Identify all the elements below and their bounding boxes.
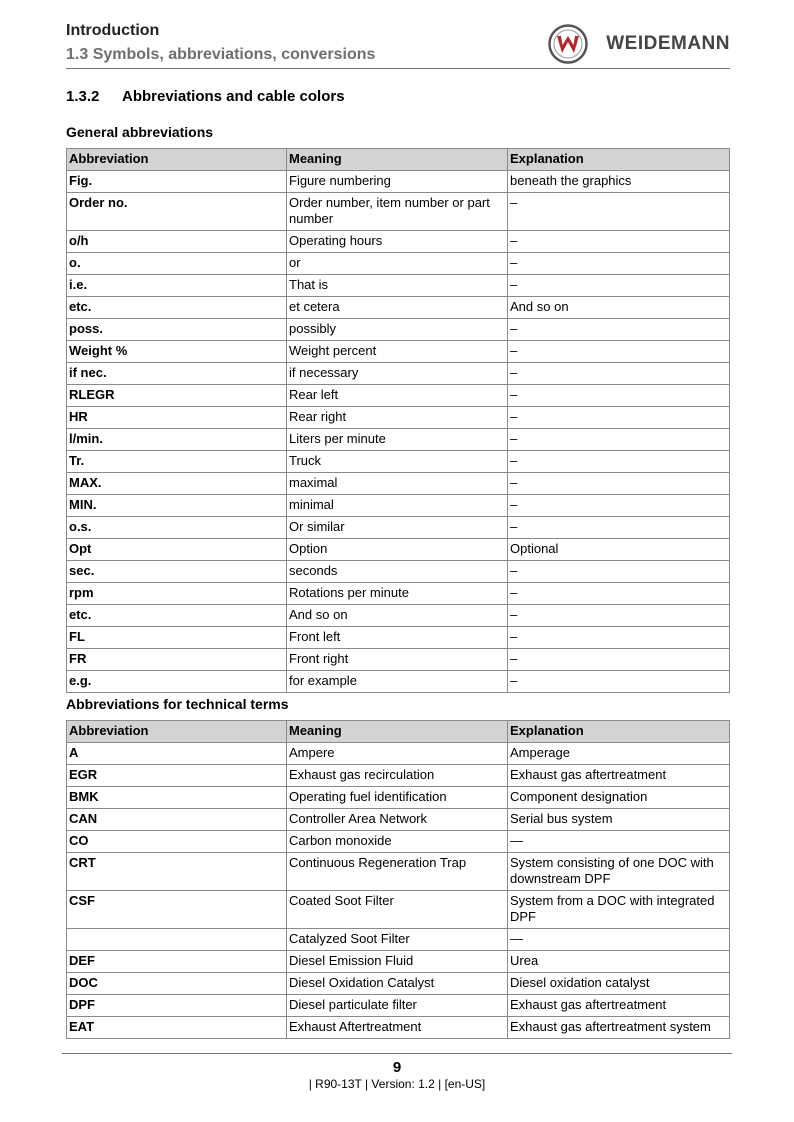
column-header: Meaning — [287, 721, 508, 743]
table-row — [67, 171, 730, 193]
meaning-cell: Catalyzed Soot Filter — [287, 929, 508, 951]
meaning-cell: Rear left — [287, 385, 508, 407]
table-row — [67, 275, 730, 297]
table-row — [67, 743, 730, 765]
table-header-row — [67, 721, 730, 743]
abbreviation-cell: BMK — [67, 787, 287, 809]
meaning-cell: possibly — [287, 319, 508, 341]
abbreviation-cell: o.s. — [67, 517, 287, 539]
abbreviation-cell: RLEGR — [67, 385, 287, 407]
explanation-cell: – — [508, 473, 730, 495]
document-info: | R90-13T | Version: 1.2 | [en-US] — [308, 1077, 486, 1091]
meaning-cell: Diesel Emission Fluid — [287, 951, 508, 973]
abbreviation-cell: DEF — [67, 951, 287, 973]
meaning-cell: Controller Area Network — [287, 809, 508, 831]
weidemann-logo — [548, 24, 730, 64]
table-row — [67, 671, 730, 693]
abbreviation-cell: Tr. — [67, 451, 287, 473]
explanation-cell: Amperage — [508, 743, 730, 765]
table-row — [67, 297, 730, 319]
explanation-cell: – — [508, 583, 730, 605]
footer-divider — [62, 1053, 732, 1054]
table-row — [67, 1017, 730, 1039]
meaning-cell: et cetera — [287, 297, 508, 319]
general-abbreviations-table — [66, 148, 730, 693]
abbreviation-cell: MAX. — [67, 473, 287, 495]
header-chapter: Introduction — [66, 22, 160, 39]
explanation-cell: – — [508, 253, 730, 275]
abbreviation-cell: etc. — [67, 605, 287, 627]
explanation-cell: Diesel oxidation catalyst — [508, 973, 730, 995]
abbreviation-cell: Weight % — [67, 341, 287, 363]
table-row — [67, 341, 730, 363]
meaning-cell: Truck — [287, 451, 508, 473]
abbreviation-cell: etc. — [67, 297, 287, 319]
meaning-cell: Carbon monoxide — [287, 831, 508, 853]
explanation-cell: Exhaust gas aftertreatment — [508, 765, 730, 787]
meaning-cell: Order number, item number or part number — [287, 193, 508, 231]
meaning-cell: Exhaust gas recirculation — [287, 765, 508, 787]
abbreviation-cell: l/min. — [67, 429, 287, 451]
table-row — [67, 385, 730, 407]
table-row — [67, 787, 730, 809]
meaning-cell: Diesel particulate filter — [287, 995, 508, 1017]
abbreviation-cell: rpm — [67, 583, 287, 605]
table-row — [67, 605, 730, 627]
table-row — [67, 193, 730, 231]
general-abbreviations-title: General abbreviations — [66, 124, 214, 140]
table-row — [67, 231, 730, 253]
abbreviation-cell: EAT — [67, 1017, 287, 1039]
table-header-row — [67, 149, 730, 171]
meaning-cell: Operating hours — [287, 231, 508, 253]
explanation-cell: – — [508, 649, 730, 671]
table-row — [67, 495, 730, 517]
abbreviation-cell: Opt — [67, 539, 287, 561]
column-header: Abbreviation — [67, 721, 287, 743]
explanation-cell: – — [508, 451, 730, 473]
explanation-cell: Serial bus system — [508, 809, 730, 831]
explanation-cell: – — [508, 363, 730, 385]
explanation-cell: – — [508, 429, 730, 451]
meaning-cell: Option — [287, 539, 508, 561]
table-row — [67, 995, 730, 1017]
table-row — [67, 253, 730, 275]
technical-terms-title: Abbreviations for technical terms — [66, 696, 289, 712]
explanation-cell: Component designation — [508, 787, 730, 809]
explanation-cell: – — [508, 275, 730, 297]
explanation-cell: – — [508, 385, 730, 407]
meaning-cell: or — [287, 253, 508, 275]
abbreviation-cell: CO — [67, 831, 287, 853]
table-row — [67, 891, 730, 929]
explanation-cell: — — [508, 929, 730, 951]
explanation-cell: Urea — [508, 951, 730, 973]
table-row — [67, 929, 730, 951]
section-heading — [66, 88, 345, 105]
meaning-cell: Front right — [287, 649, 508, 671]
explanation-cell: – — [508, 407, 730, 429]
abbreviation-cell: e.g. — [67, 671, 287, 693]
table-row — [67, 627, 730, 649]
table-row — [67, 407, 730, 429]
explanation-cell: – — [508, 605, 730, 627]
explanation-cell: – — [508, 517, 730, 539]
meaning-cell: Ampere — [287, 743, 508, 765]
abbreviation-cell: i.e. — [67, 275, 287, 297]
meaning-cell: seconds — [287, 561, 508, 583]
abbreviation-cell: poss. — [67, 319, 287, 341]
table-row — [67, 973, 730, 995]
abbreviation-cell: MIN. — [67, 495, 287, 517]
explanation-cell: – — [508, 341, 730, 363]
abbreviation-cell: FR — [67, 649, 287, 671]
table-row — [67, 649, 730, 671]
table-row — [67, 363, 730, 385]
abbreviation-cell: DOC — [67, 973, 287, 995]
abbreviation-cell: HR — [67, 407, 287, 429]
table-row — [67, 473, 730, 495]
header-section: 1.3 Symbols, abbreviations, conversions — [66, 46, 376, 63]
table-row — [67, 517, 730, 539]
table-row — [67, 583, 730, 605]
column-header: Meaning — [287, 149, 508, 171]
explanation-cell: – — [508, 231, 730, 253]
meaning-cell: And so on — [287, 605, 508, 627]
meaning-cell: Liters per minute — [287, 429, 508, 451]
logo-text: WEIDEMANN — [606, 33, 730, 54]
section-title: Abbreviations and cable colors — [122, 88, 345, 105]
table-row — [67, 539, 730, 561]
meaning-cell: Rotations per minute — [287, 583, 508, 605]
abbreviation-cell: sec. — [67, 561, 287, 583]
page-header — [66, 20, 730, 68]
abbreviation-cell: A — [67, 743, 287, 765]
abbreviation-cell: Order no. — [67, 193, 287, 231]
meaning-cell: if necessary — [287, 363, 508, 385]
explanation-cell: – — [508, 627, 730, 649]
abbreviation-cell: if nec. — [67, 363, 287, 385]
technical-terms-table — [66, 720, 730, 1039]
section-number: 1.3.2 — [66, 88, 100, 105]
table-row — [67, 809, 730, 831]
table-row — [67, 561, 730, 583]
table-row — [67, 853, 730, 891]
meaning-cell: Weight percent — [287, 341, 508, 363]
weidemann-logo-icon — [548, 24, 588, 64]
explanation-cell: Exhaust gas aftertreatment — [508, 995, 730, 1017]
abbreviation-cell: o/h — [67, 231, 287, 253]
meaning-cell: Exhaust Aftertreatment — [287, 1017, 508, 1039]
header-divider — [66, 68, 730, 69]
explanation-cell: beneath the graphics — [508, 171, 730, 193]
abbreviation-cell: CAN — [67, 809, 287, 831]
abbreviation-cell: CRT — [67, 853, 287, 891]
abbreviation-cell: FL — [67, 627, 287, 649]
table-row — [67, 451, 730, 473]
explanation-cell: System consisting of one DOC with downstream DPF — [508, 853, 730, 891]
meaning-cell: Figure numbering — [287, 171, 508, 193]
table-row — [67, 831, 730, 853]
table-row — [67, 429, 730, 451]
explanation-cell: – — [508, 319, 730, 341]
abbreviation-cell: o. — [67, 253, 287, 275]
explanation-cell: – — [508, 495, 730, 517]
explanation-cell: Optional — [508, 539, 730, 561]
meaning-cell: for example — [287, 671, 508, 693]
explanation-cell: – — [508, 671, 730, 693]
column-header: Explanation — [508, 149, 730, 171]
meaning-cell: Front left — [287, 627, 508, 649]
abbreviation-cell — [67, 929, 287, 951]
abbreviation-cell: EGR — [67, 765, 287, 787]
meaning-cell: minimal — [287, 495, 508, 517]
table-row — [67, 319, 730, 341]
table-row — [67, 951, 730, 973]
meaning-cell: Diesel Oxidation Catalyst — [287, 973, 508, 995]
explanation-cell: — — [508, 831, 730, 853]
meaning-cell: Or similar — [287, 517, 508, 539]
explanation-cell: System from a DOC with integrated DPF — [508, 891, 730, 929]
meaning-cell: Operating fuel identification — [287, 787, 508, 809]
table-row — [67, 765, 730, 787]
meaning-cell: Continuous Regeneration Trap — [287, 853, 508, 891]
explanation-cell: – — [508, 561, 730, 583]
explanation-cell: – — [508, 193, 730, 231]
meaning-cell: That is — [287, 275, 508, 297]
column-header: Abbreviation — [67, 149, 287, 171]
meaning-cell: Rear right — [287, 407, 508, 429]
page-number: 9 — [392, 1059, 402, 1076]
abbreviation-cell: CSF — [67, 891, 287, 929]
column-header: Explanation — [508, 721, 730, 743]
explanation-cell: Exhaust gas aftertreatment system — [508, 1017, 730, 1039]
explanation-cell: And so on — [508, 297, 730, 319]
meaning-cell: Coated Soot Filter — [287, 891, 508, 929]
meaning-cell: maximal — [287, 473, 508, 495]
abbreviation-cell: DPF — [67, 995, 287, 1017]
abbreviation-cell: Fig. — [67, 171, 287, 193]
